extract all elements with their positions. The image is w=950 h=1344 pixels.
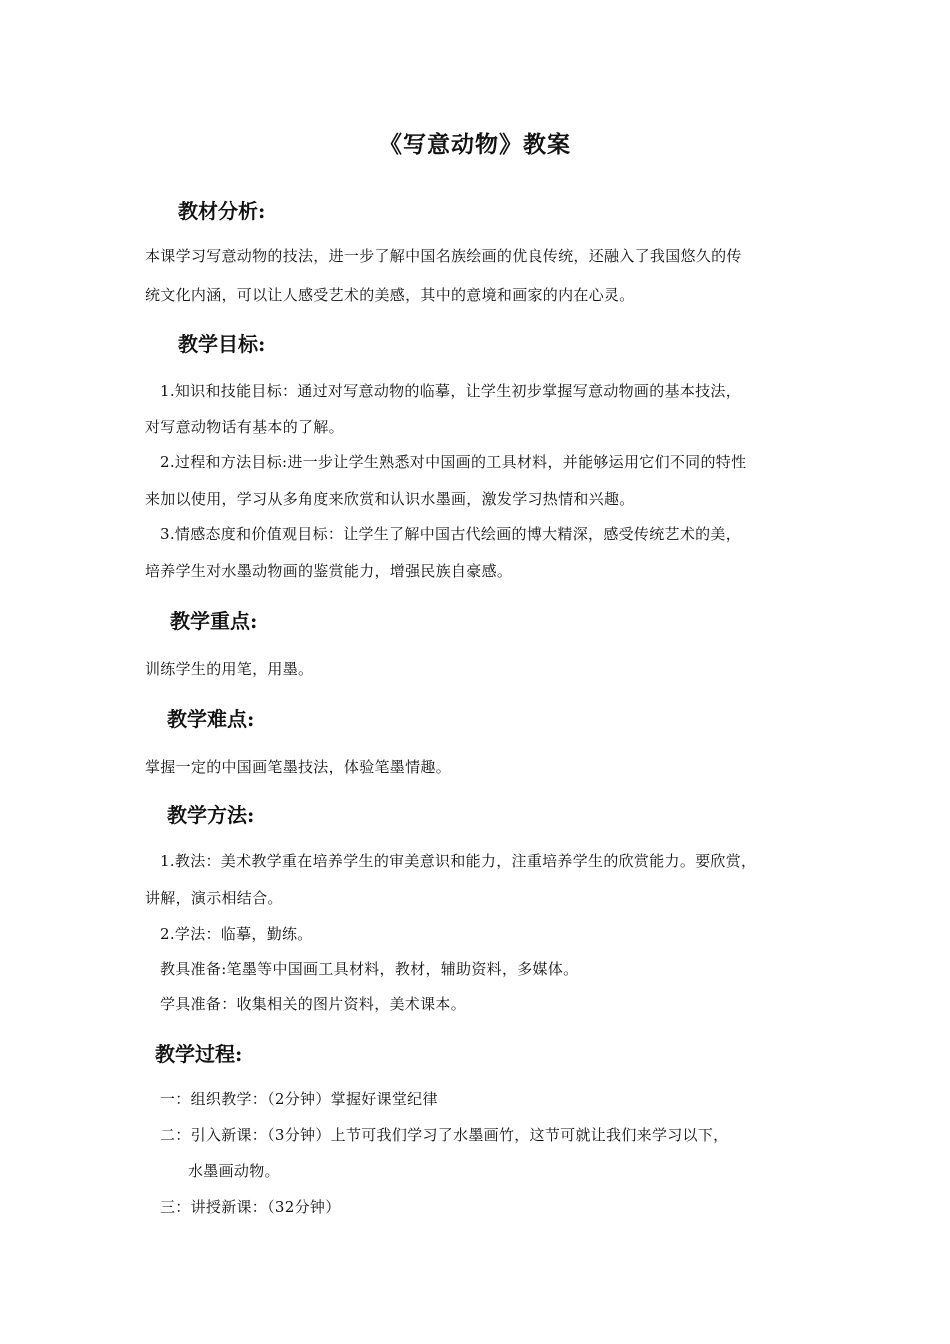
process-line-2: 二：引入新课：（3分钟）上节可我们学习了水墨画竹，这节可就让我们来学习以下， [160,1126,729,1144]
methods-line-4: 教具准备:笔墨等中国画工具材料，教材，辅助资料，多媒体。 [160,960,579,978]
heading-key-points: 教学重点: [170,609,258,633]
objectives-line-3: 2.过程和方法目标:进一步让学生熟悉对中国画的工具材料，并能够运用它们不同的特性 [160,453,747,471]
objectives-line-5: 3.情感态度和价值观目标：让学生了解中国古代绘画的博大精深，感受传统艺术的美， [160,525,742,543]
document-title: 《写意动物》教案 [379,131,571,158]
objectives-line-6: 培养学生对水墨动物画的鉴赏能力，增强民族自豪感。 [145,562,513,580]
difficulties-line-1: 掌握一定的中国画笔墨技法，体验笔墨情趣。 [145,758,452,776]
objectives-line-2: 对写意动物话有基本的了解。 [145,418,344,436]
process-line-3: 水墨画动物。 [188,1162,280,1180]
analysis-line-1: 本课学习写意动物的技法，进一步了解中国名族绘画的优良传统，还融入了我国悠久的传 [145,247,742,265]
analysis-line-2: 统文化内涵，可以让人感受艺术的美感，其中的意境和画家的内在心灵。 [145,286,635,304]
methods-line-1: 1.教法：美术教学重在培养学生的审美意识和能力，注重培养学生的欣赏能力。要欣赏， [160,852,757,870]
methods-line-2: 讲解，演示相结合。 [145,889,283,907]
key-points-line-1: 训练学生的用笔，用墨。 [145,660,314,678]
heading-difficulties: 教学难点: [167,707,255,731]
heading-analysis: 教材分析: [178,199,266,223]
heading-objectives: 教学目标: [178,332,266,356]
process-line-1: 一：组织教学：（2分钟）掌握好课堂纪律 [160,1090,438,1108]
methods-line-3: 2.学法：临摹，勤练。 [160,925,313,943]
heading-methods: 教学方法: [167,803,255,827]
process-line-4: 三：讲授新课：（32分钟） [160,1198,341,1216]
objectives-line-4: 来加以使用，学习从多角度来欣赏和认识水墨画，激发学习热情和兴趣。 [145,490,635,508]
methods-line-5: 学具准备：收集相关的图片资料，美术课本。 [160,995,467,1013]
objectives-line-1: 1.知识和技能目标：通过对写意动物的临摹，让学生初步掌握写意动物画的基本技法， [160,382,742,400]
heading-process: 教学过程: [155,1042,243,1066]
